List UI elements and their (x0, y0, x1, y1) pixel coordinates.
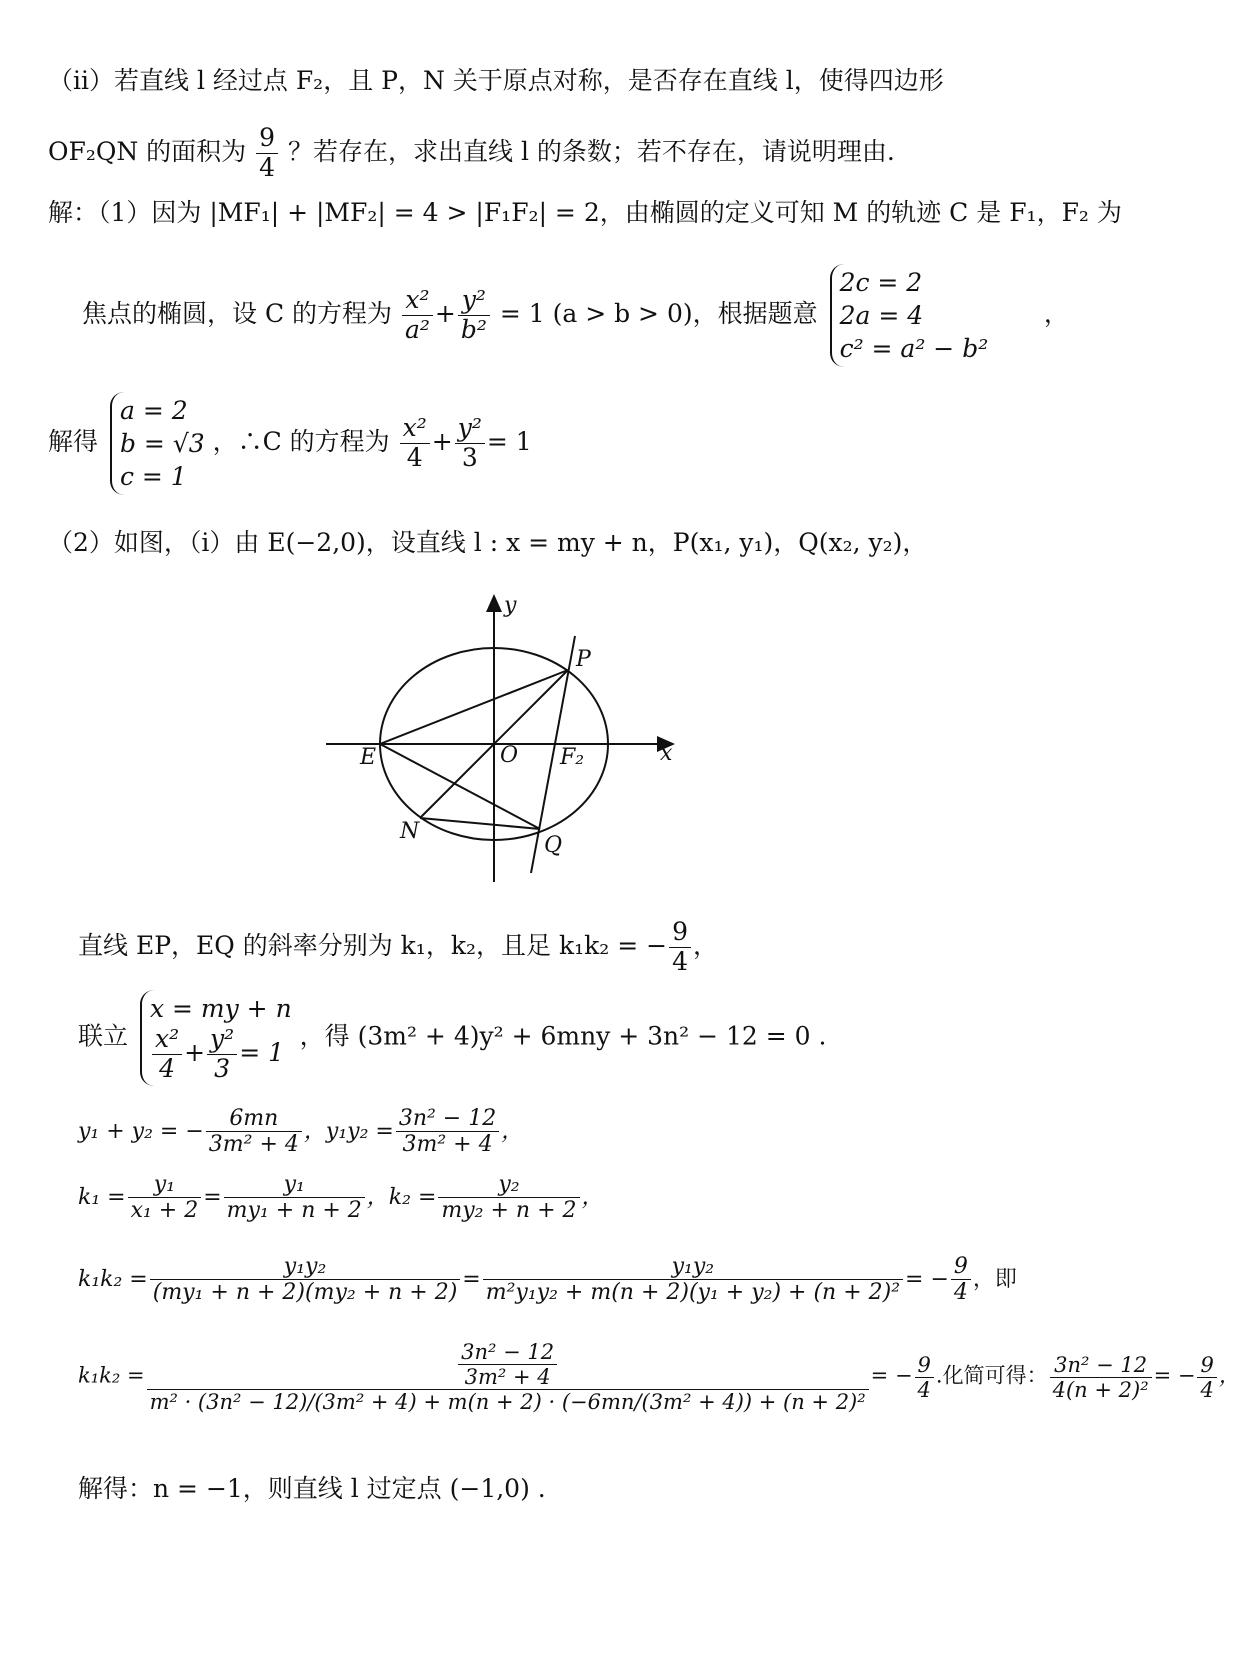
frac-num: y₁ (224, 1172, 365, 1198)
label-x: x (660, 741, 673, 766)
frac-den: 3 (214, 1053, 231, 1083)
frac-den: 3m² + 4 (402, 1132, 493, 1158)
system-row: c² = a² − b² (839, 334, 989, 363)
combine-result: ，得 (3m² + 4)y² + 6mny + 3n² − 12 = 0 . (299, 1021, 827, 1051)
k1k2-label: k₁k₂ = (78, 1266, 148, 1292)
label-y: y (504, 593, 517, 618)
k1-fraction-a (128, 1172, 202, 1224)
frac-num: 9 (1197, 1353, 1216, 1378)
vieta-sum-fraction (206, 1106, 302, 1158)
k1k2-tail: = − (870, 1363, 913, 1388)
label-E: E (360, 745, 377, 770)
simplified-fraction (1050, 1353, 1152, 1402)
frac-num: 3n² − 12 (1050, 1353, 1152, 1378)
combine-label: 联立 (78, 1021, 129, 1051)
frac-den: my₁ + n + 2 (226, 1198, 362, 1224)
ellipse-figure (318, 588, 718, 908)
frac-y2-3 (455, 414, 485, 473)
frac-num (147, 1340, 869, 1390)
frac-den: 4 (406, 443, 423, 472)
system-row: c = 1 (119, 462, 187, 491)
slope-fraction (669, 918, 691, 977)
slope-text: 直线 EP，EQ 的斜率分别为 k₁，k₂，且足 k₁k₂ = − (78, 930, 668, 960)
k1k2-line: k₁k₂ = $\frac{\text{y₁y₂}}{\text{(my₁ + n + 2)(my₂ + n + 2)}}$ = $\frac{\text{y₁y₂}}{\text{m²y₁y₂ + m(n + 2)(y₁ + y₂) + (n + 2)²}}$ = − $\frac{9}{4}$ ，即 (78, 1254, 1017, 1306)
k2-fraction (438, 1172, 579, 1224)
final-line: 解得：n = −1，则直线 l 过定点 (−1,0) . (78, 1474, 546, 1503)
label-Q: Q (544, 833, 563, 858)
system-row: a = 2 (119, 396, 188, 425)
system-row: 2c = 2 (839, 268, 923, 297)
label-P: P (576, 647, 591, 672)
combine-line (78, 990, 826, 1086)
vieta-prod-label: ，y₁y₂ = (303, 1118, 394, 1144)
equation-system-1 (830, 264, 989, 367)
frac-x2-4 (400, 414, 430, 473)
eq-tail: = 1 (486, 427, 532, 456)
k1k2-substituted-line: k₁k₂ = $\frac{\text{3n² − 12}}{\text{3m² + 4}}$ m² · (3n² − 12)/(3m² + 4) + m(n + 2) · (−6mn/(3m² + 4)) + (n + 2)² = − $\frac{9}{4}$ .化简可得： $\frac{\text{3n² − 12}}{\text{4(n + 2)²}}$ = − $\frac{9}{4}$ ， (78, 1340, 1240, 1415)
k1k2-tail: = − (905, 1266, 949, 1292)
ellipse-eq-tail: = 1 (a > b > 0)，根据题意 (499, 299, 818, 328)
frac-num: y₁y₂ (150, 1254, 461, 1280)
solution-1-line2: 焦点的椭圆，设 C 的方程为 $\frac{\text{x²}}{\text{a²}}$ + $\frac{\text{y²}}{\text{b²}}$ = 1 (a > b > 0)，根据题意 2c = 2 2a = 4 c² = a² − b² ， (82, 264, 1069, 367)
equation-system-2 (110, 392, 205, 495)
k1k2-fraction-a (150, 1254, 461, 1306)
question-tail: ？若存在，求出直线 l 的条数；若不存在，请说明理由. (288, 136, 895, 166)
k-line: k₁ = $\frac{\text{y₁}}{\text{x₁ + 2}}$ = $\frac{\text{y₁}}{\text{my₁ + n + 2}}$ ，k₂ = $\frac{\text{y₂}}{\text{my₂ + n + 2}}$ ， (78, 1172, 604, 1224)
frac-num: x² (400, 414, 430, 444)
label-F2: F₂ (560, 745, 585, 770)
k1k2-ji: ，即 (972, 1266, 1017, 1292)
label-N: N (400, 819, 420, 844)
simplified-tail: = − (1153, 1363, 1196, 1388)
frac-den: 4 (159, 1053, 175, 1083)
frac-den: my₂ + n + 2 (441, 1198, 577, 1224)
frac-den: 4(n + 2)² (1052, 1377, 1149, 1402)
frac-num: x² (152, 1025, 182, 1055)
question-ii-line2 (48, 124, 895, 183)
question-ii-line1: （ii）若直线 l 经过点 F₂，且 P，N 关于原点对称，是否存在直线 l，使得四边形 (48, 66, 944, 95)
frac-num: 6mn (206, 1106, 302, 1132)
k1k2-value (951, 1254, 971, 1306)
k1k2-big-fraction (147, 1340, 869, 1414)
eq-one: = 1 (239, 1037, 285, 1067)
frac-den: 3m² + 4 (464, 1365, 551, 1390)
frac-y2-3 (207, 1025, 237, 1084)
frac-den: 3m² + 4 (208, 1132, 299, 1158)
system-row: x = my + n (149, 994, 292, 1023)
vieta-sum-label: y₁ + y₂ = − (78, 1118, 204, 1144)
k1k2-value (915, 1353, 934, 1402)
frac-den: (my₁ + n + 2)(my₂ + n + 2) (152, 1280, 458, 1306)
frac-num: y² (207, 1025, 237, 1055)
system-row: b = √3 (119, 429, 205, 458)
frac-den: 4 (672, 946, 688, 976)
frac-x2-4 (152, 1025, 182, 1084)
frac-num: y₁y₂ (483, 1254, 903, 1280)
frac-den: b² (460, 315, 487, 344)
frac-num: x² (402, 286, 433, 316)
k1-fraction-b (224, 1172, 365, 1224)
frac-den: 4 (1200, 1377, 1214, 1402)
frac-num: 3n² − 12 (396, 1106, 499, 1132)
frac-num: 9 (915, 1353, 934, 1378)
frac-den: m² · (3n² − 12)/(3m² + 4) + m(n + 2) · (−6mn/(3m² + 4)) + (n + 2)² (149, 1390, 866, 1415)
frac-den: 4 (953, 1280, 968, 1306)
label-O: O (500, 743, 519, 768)
k1k2-label: k₁k₂ = (78, 1363, 145, 1388)
part-2-line: （2）如图，（i）由 E(−2,0)，设直线 l : x = my + n，P(x₁, y₁)，Q(x₂, y₂)， (48, 528, 928, 557)
frac-num: y₁ (128, 1172, 202, 1198)
simplify-label: .化简可得： (935, 1363, 1048, 1388)
equation-system-3 (140, 990, 292, 1086)
vieta-prod-fraction (396, 1106, 499, 1158)
frac-y2-b2 (458, 286, 490, 345)
frac-num: y² (455, 414, 485, 444)
k1k2-fraction-b (483, 1254, 903, 1306)
vieta-line: y₁ + y₂ = − $\frac{6mn}{\text{3m² + 4}}$ ，y₁y₂ = $\frac{\text{3n² − 12}}{\text{3m² + 4}}$ ， (78, 1106, 524, 1158)
frac-num: 9 (669, 918, 691, 948)
system-row: $\frac{\text{x²}}{4}$ + $\frac{\text{y²}}{3}$ = 1 (150, 1025, 292, 1084)
frac-den: a² (404, 315, 430, 344)
frac-den: 3 (461, 443, 478, 472)
frac-num: 9 (951, 1254, 971, 1280)
solve-label: 解得 (48, 427, 99, 456)
frac-den: x₁ + 2 (130, 1198, 199, 1224)
frac-x2-a2 (402, 286, 433, 345)
k1-label: k₁ = (78, 1184, 126, 1210)
frac-num: 3n² − 12 (458, 1340, 557, 1365)
quad-area-label: OF₂QN 的面积为 (48, 136, 247, 166)
area-fraction (256, 124, 278, 183)
frac-num: y₂ (438, 1172, 579, 1198)
c-equation-label: ，∴C 的方程为 (212, 427, 390, 456)
slope-line: 直线 EP，EQ 的斜率分别为 k₁，k₂，且足 k₁k₂ = − $\frac{9}{4}$ ， (78, 917, 718, 976)
k2-label: ，k₂ = (366, 1184, 437, 1210)
frac-num: 9 (256, 124, 278, 154)
frac-den: 4 (259, 152, 276, 182)
ellipse-eq-label: 焦点的椭圆，设 C 的方程为 (82, 299, 393, 328)
inner-fraction (458, 1340, 557, 1389)
solution-1-line1: 解：（1）因为 |MF₁| + |MF₂| = 4 > |F₁F₂| = 2，由椭圆的定义可知 M 的轨迹 C 是 F₁，F₂ 为 (48, 198, 1122, 227)
frac-den: m²y₁y₂ + m(n + 2)(y₁ + y₂) + (n + 2)² (485, 1280, 901, 1306)
simplified-value (1197, 1353, 1216, 1402)
frac-num: y² (458, 286, 490, 316)
system-row: 2a = 4 (839, 301, 924, 330)
solution-1-line3: 解得 a = 2 b = √3 c = 1 ，∴C 的方程为 $\frac{\text{x²}}{4}$ + $\frac{\text{y²}}{3}$ = 1 (48, 392, 532, 495)
frac-den: 4 (917, 1377, 931, 1402)
